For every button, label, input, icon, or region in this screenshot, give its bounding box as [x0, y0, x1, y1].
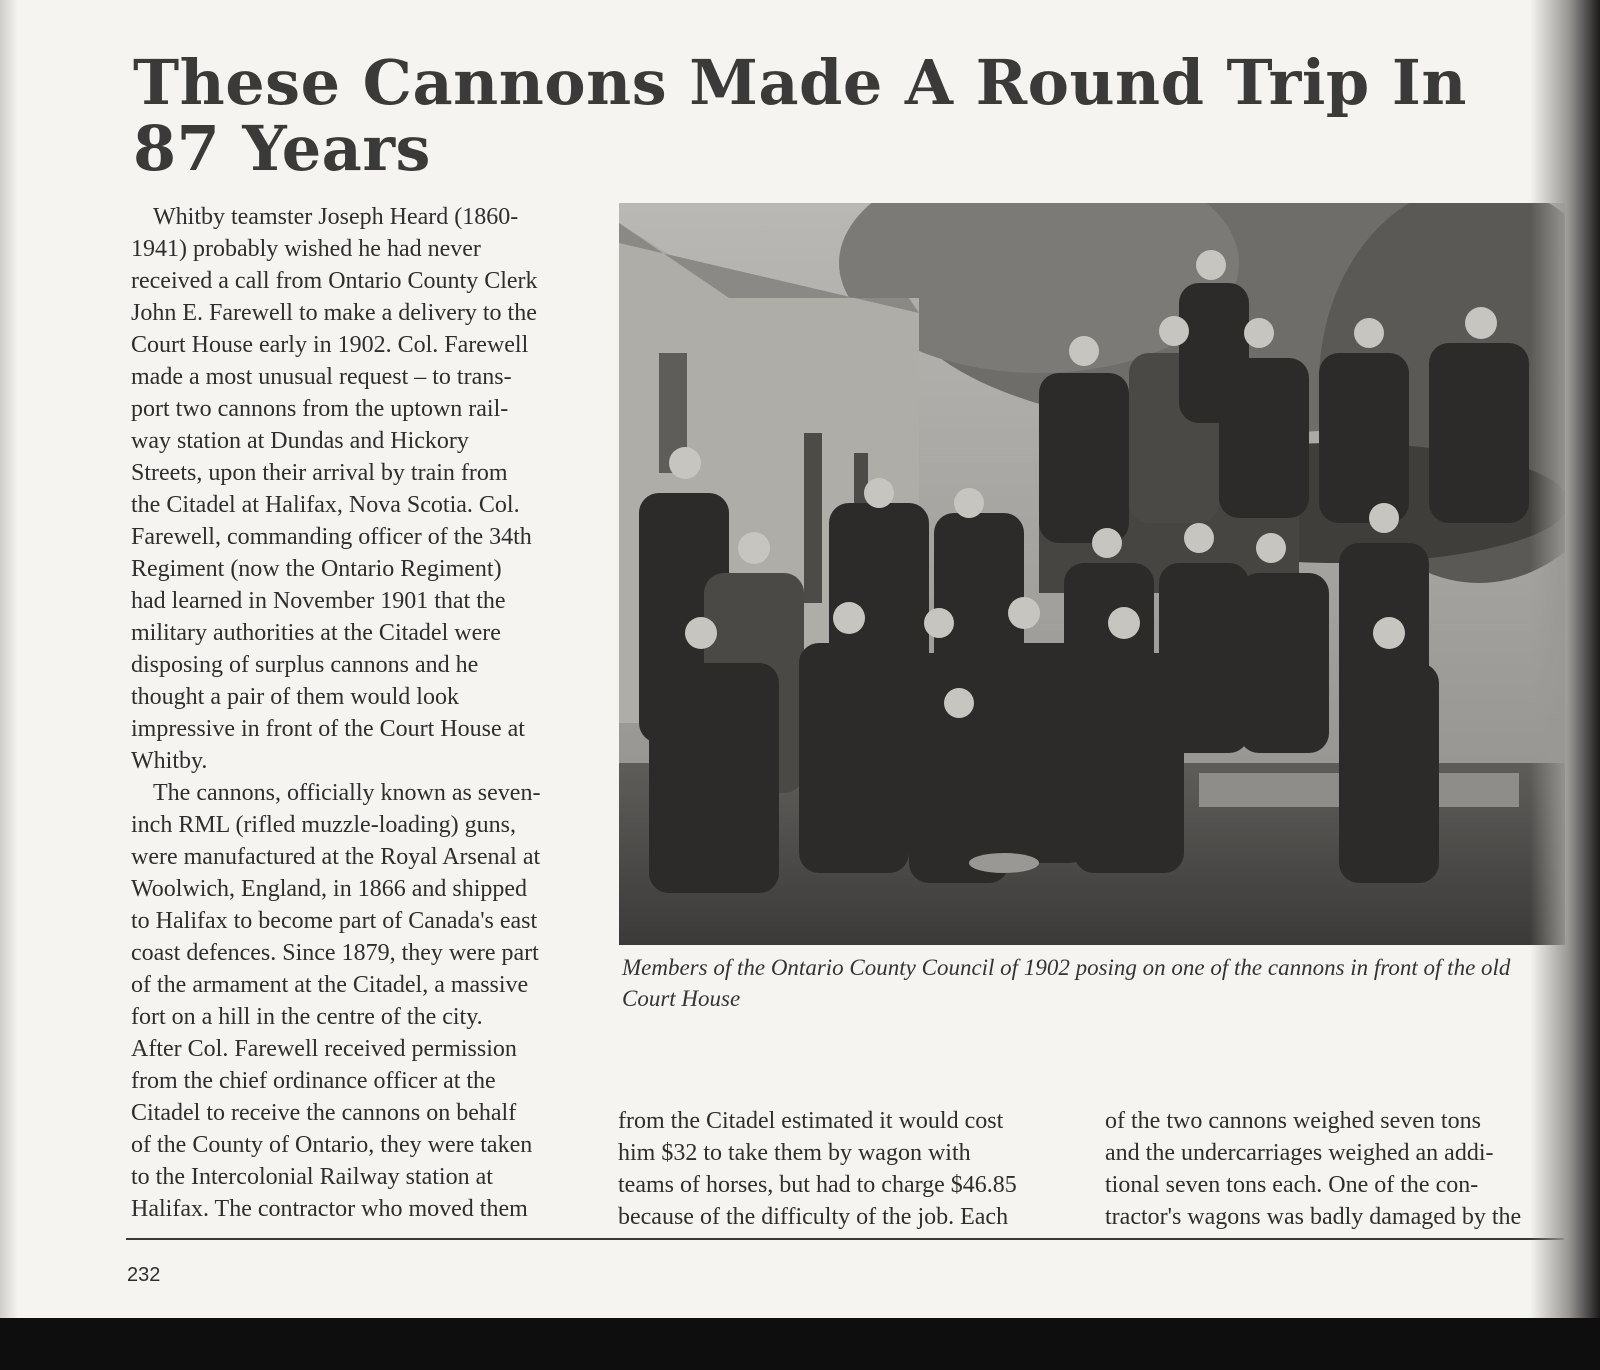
text-line: and the undercarriages weighed an addi- [1105, 1140, 1494, 1166]
text-line: received a call from Ontario County Clerk [131, 268, 538, 294]
binding-shadow [1530, 0, 1600, 1318]
text-line: John E. Farewell to make a delivery to the [131, 300, 537, 326]
page-number: 232 [127, 1264, 161, 1286]
text-line: the Citadel at Halifax, Nova Scotia. Col. [131, 492, 520, 518]
text-line: thought a pair of them would look [131, 684, 459, 710]
footer-rule [126, 1238, 1564, 1240]
paragraph-2 [131, 777, 601, 1225]
text-line: Whitby. [131, 748, 208, 774]
article-title: These Cannons Made A Round Trip In 87 Years [133, 46, 1467, 185]
text-line: port two cannons from the uptown rail- [131, 396, 509, 422]
council-group-photo [619, 203, 1565, 945]
text-line: from the chief ordinance officer at the [131, 1068, 496, 1094]
text-line: from the Citadel estimated it would cost [618, 1108, 1004, 1134]
text-line: Whitby teamster Joseph Heard (1860- [153, 204, 519, 230]
text-line: were manufactured at the Royal Arsenal at [131, 844, 541, 870]
text-line: disposing of surplus cannons and he [131, 652, 479, 678]
text-line: tional seven tons each. One of the con- [1105, 1172, 1479, 1198]
text-line: of the County of Ontario, they were taken [131, 1132, 533, 1158]
text-line: Halifax. The contractor who moved them [131, 1196, 528, 1222]
text-line: military authorities at the Citadel were [131, 620, 501, 646]
text-line: Streets, upon their arrival by train from [131, 460, 508, 486]
text-line: Court House early in 1902. Col. Farewell [131, 332, 529, 358]
text-line: impressive in front of the Court House at [131, 716, 525, 742]
text-line: of the two cannons weighed seven tons [1105, 1108, 1481, 1134]
text-line: made a most unusual request – to trans- [131, 364, 512, 390]
text-line: had learned in November 1901 that the [131, 588, 506, 614]
text-line: Regiment (now the Ontario Regiment) [131, 556, 502, 582]
text-line: Citadel to receive the cannons on behalf [131, 1100, 517, 1126]
text-line: 1941) probably wished he had never [131, 236, 481, 262]
text-line: tractor's wagons was badly damaged by the [1105, 1204, 1522, 1230]
text-line: because of the difficulty of the job. Each [618, 1204, 1009, 1230]
text-line: teams of horses, but had to charge $46.85 [618, 1172, 1017, 1198]
left-text-column [131, 201, 601, 1225]
text-line: fort on a hill in the centre of the city. [131, 1004, 483, 1030]
scan-background [0, 1318, 1600, 1370]
text-line: to Halifax to become part of Canada's east [131, 908, 538, 934]
text-line: of the armament at the Citadel, a massive [131, 972, 529, 998]
right-text-column [1105, 1105, 1565, 1233]
middle-text-column [618, 1105, 1068, 1233]
text-line: After Col. Farewell received permission [131, 1036, 517, 1062]
text-line: inch RML (rifled muzzle-loading) guns, [131, 812, 517, 838]
text-line: to the Intercolonial Railway station at [131, 1164, 493, 1190]
text-line: coast defences. Since 1879, they were part [131, 940, 539, 966]
text-line: way station at Dundas and Hickory [131, 428, 469, 454]
text-line: The cannons, officially known as seven- [153, 780, 541, 806]
text-line: Farewell, commanding officer of the 34th [131, 524, 532, 550]
text-line: him $32 to take them by wagon with [618, 1140, 971, 1166]
photo-caption: Members of the Ontario County Council of 1902 posing on one of the cannons in front of the old Court House [622, 955, 1511, 1011]
paragraph-1 [131, 201, 601, 777]
photo-illustration [619, 203, 1565, 945]
page-gutter-edge [0, 0, 18, 1318]
text-line: Woolwich, England, in 1866 and shipped [131, 876, 528, 902]
